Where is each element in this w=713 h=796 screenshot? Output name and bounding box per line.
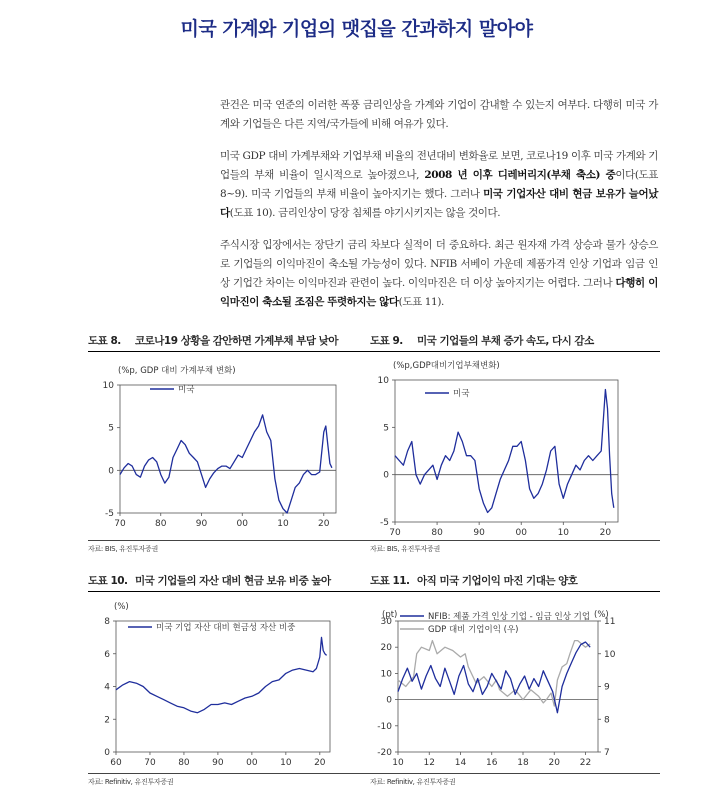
y-tick-label: 20	[380, 643, 392, 654]
paragraph-1	[220, 96, 658, 134]
x-tick-label: 00	[246, 758, 258, 768]
figure-source: 자료: BIS, 유진투자증권	[88, 540, 378, 554]
paragraph-run-bold: 다행히 이익마진이 축소될 조짐은 뚜렷하지는 않다	[220, 277, 658, 308]
paragraph-run: 미국 GDP 대비 가계부채와 기업부채 비율의 전년대비 변화율로 보면, 코로나19 이후 미국 가계와 기업들의 부채 비율이 일시적으로 높아졌으나,	[220, 150, 658, 181]
figure-source: 자료: Refinitiv, 유진투자증권	[370, 773, 660, 787]
y-tick-label: 30	[380, 617, 392, 627]
x-tick-label: 90	[212, 758, 224, 768]
x-tick-label: 20	[314, 758, 326, 768]
chart-cash-ratio	[88, 594, 378, 774]
figure-title: 미국 기업들의 자산 대비 현금 보유 비중 높아	[135, 575, 331, 587]
x-tick-label: 70	[389, 528, 401, 538]
right-axis-unit-label: (%)	[594, 610, 609, 620]
plot-frame	[120, 385, 336, 513]
series-line-0	[116, 637, 327, 712]
figure-source: 자료: BIS, 유진투자증권	[370, 540, 660, 554]
x-tick-label: 10	[277, 519, 289, 529]
figure-header	[88, 573, 378, 592]
series-line-0	[395, 390, 614, 513]
y-tick-label: 4	[104, 682, 110, 693]
x-tick-label: 12	[423, 758, 435, 768]
legend-label: NFIB: 제품 가격 인상 기업 - 임금 인상 기업	[428, 612, 591, 622]
y-tick-label: 0	[383, 470, 389, 481]
chart-household-debt	[88, 355, 378, 555]
axis-unit-label: (%)	[114, 602, 129, 612]
figure-title: 코로나19 상황을 감안하면 가계부채 부담 낮아	[135, 335, 338, 347]
chart-profit-margin	[370, 594, 670, 774]
figure-header	[88, 333, 378, 352]
y2-tick-label: 8	[604, 715, 610, 726]
figure-number: 도표 11.	[370, 575, 410, 587]
figure-header	[370, 333, 660, 352]
y-tick-label: 6	[104, 649, 110, 660]
figure-title: 미국 기업들의 부채 증가 속도, 다시 감소	[417, 335, 594, 347]
paragraph-run: 주식시장 입장에서는 장단기 금리 차보다 실적이 더 중요하다. 최근 원자재 가격 상승과 물가 상승으로 기업들의 이익마진이 축소될 가능성이 있다. NFIB 서베이 가운데 제품가격 인상 기업과 임금 인상 기업간 차이는 이익마진과 관련이 높다. 이익마진은 더 이상 높아지기는 어렵다. 그러나	[220, 239, 658, 289]
y-tick-label: -5	[380, 518, 389, 528]
chart-corporate-debt	[370, 355, 660, 555]
paragraph-run-bold: 2008 년 이후 디레버리지(부채 축소) 중	[424, 169, 616, 181]
series-line-0	[120, 415, 332, 513]
paragraph-run-bold: 미국 기업자산 대비 현금 보유가 늘어났다	[220, 188, 658, 219]
series-line-0	[398, 642, 590, 713]
figure-header	[370, 573, 660, 592]
x-tick-label: 20	[548, 758, 560, 768]
page-title: 미국 가계와 기업의 맷집을 간과하지 말아야	[180, 18, 533, 40]
paragraph-run: 관건은 미국 연준의 이러한 폭풍 금리인상을 가계와 기업이 감내할 수 있는지 여부다. 다행히 미국 가계와 기업들은 다른 지역/국가들에 비해 여유가 있다.	[220, 99, 658, 130]
y-tick-label: -10	[377, 721, 392, 732]
x-tick-label: 00	[515, 528, 527, 538]
x-tick-label: 16	[486, 758, 498, 768]
y2-tick-label: 10	[604, 649, 616, 660]
plot-frame	[116, 621, 330, 752]
x-tick-label: 60	[110, 758, 122, 768]
paragraph-run: 이다(도표 8~9). 미국 기업들의 부채 비율이 높아지기는 했다. 그러나	[220, 169, 658, 200]
body-text	[220, 96, 658, 325]
x-tick-label: 10	[280, 758, 292, 768]
x-tick-label: 00	[236, 519, 248, 529]
y-tick-label: 0	[386, 695, 392, 706]
y-tick-label: 0	[108, 466, 114, 477]
figure-number: 도표 9.	[370, 335, 403, 347]
y-tick-label: 10	[377, 376, 389, 386]
x-tick-label: 22	[579, 758, 592, 768]
paragraph-3	[220, 236, 658, 312]
y-tick-label: 5	[108, 423, 114, 434]
y-tick-label: -20	[377, 748, 392, 758]
y-tick-label: -5	[105, 509, 114, 519]
x-tick-label: 90	[473, 528, 485, 538]
x-tick-label: 80	[155, 519, 167, 529]
x-tick-label: 20	[599, 528, 612, 538]
paragraph-run: (도표 10). 금리인상이 당장 침체를 야기시키지는 않을 것이다.	[229, 207, 501, 219]
legend-label: 미국	[178, 385, 195, 395]
x-tick-label: 90	[195, 519, 208, 529]
axis-unit-label: (%p,GDP대비기업부채변화)	[393, 361, 500, 371]
figure-number: 도표 10.	[88, 575, 128, 587]
paragraph-2	[220, 147, 658, 223]
y-tick-label: 10	[102, 381, 114, 391]
y-tick-label: 10	[380, 669, 392, 680]
x-tick-label: 10	[557, 528, 570, 538]
paragraph-run: (도표 11).	[398, 296, 444, 308]
x-tick-label: 18	[517, 758, 529, 768]
x-tick-label: 80	[431, 528, 443, 538]
y2-tick-label: 11	[604, 617, 616, 627]
y2-tick-label: 7	[604, 748, 610, 758]
legend-label: 미국 기업 자산 대비 현금성 자산 비중	[156, 623, 296, 633]
x-tick-label: 14	[454, 758, 467, 768]
y-tick-label: 0	[104, 748, 110, 758]
figure-source: 자료: Refinitiv, 유진투자증권	[88, 773, 378, 787]
y-tick-label: 5	[383, 423, 389, 434]
x-tick-label: 20	[318, 519, 330, 529]
legend-label: 미국	[453, 389, 470, 399]
x-tick-label: 70	[144, 758, 156, 768]
figure-title: 아직 미국 기업이익 마진 기대는 양호	[417, 575, 578, 587]
axis-unit-label: (%p, GDP 대비 가계부채 변화)	[118, 366, 236, 376]
legend-label: GDP 대비 기업이익 (우)	[428, 625, 519, 635]
plot-frame	[395, 380, 618, 522]
x-tick-label: 70	[114, 519, 126, 529]
x-tick-label: 10	[392, 758, 404, 768]
left-axis-unit-label: (pt)	[382, 610, 398, 620]
x-tick-label: 80	[178, 758, 190, 768]
y-tick-label: 2	[104, 715, 110, 726]
y2-tick-label: 9	[604, 682, 610, 693]
figure-number: 도표 8.	[88, 335, 121, 347]
y-tick-label: 8	[104, 617, 110, 627]
